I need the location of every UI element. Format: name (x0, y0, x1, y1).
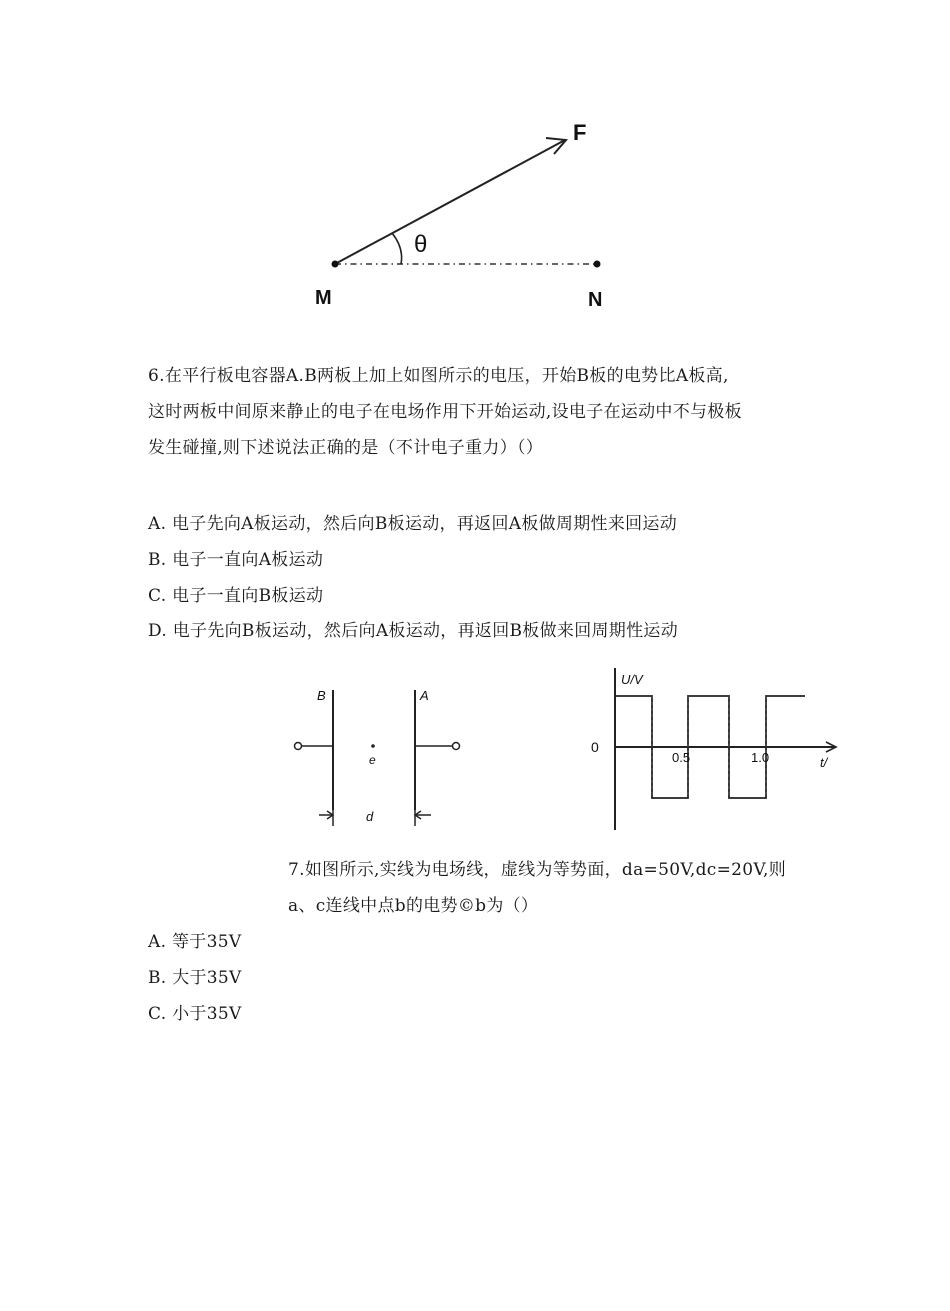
q7-option-c: C. 小于35V (148, 1004, 242, 1024)
origin-label: 0 (591, 739, 599, 755)
q7-option-a: A. 等于35V (148, 932, 242, 952)
x-axis-label: t/ (820, 755, 828, 770)
q7-line-2: a、c连线中点b的电势©b为（） (288, 896, 539, 916)
terminal-b (295, 743, 302, 750)
label-plate-a: A (420, 688, 429, 703)
x-tick-0-5: 0.5 (672, 750, 691, 765)
force-diagram (300, 110, 640, 320)
plates-diagram (285, 680, 475, 830)
q6-option-c: C. 电子一直向B板运动 (148, 586, 324, 606)
label-theta: θ (414, 231, 428, 258)
label-m: M (315, 287, 332, 309)
electron-dot (371, 744, 375, 748)
q6-option-d: D. 电子先向B板运动，然后向A板运动，再返回B板做来回周期性运动 (148, 621, 678, 641)
terminal-a (453, 743, 460, 750)
voltage-graph (585, 660, 845, 835)
q7-option-b: B. 大于35V (148, 968, 242, 988)
force-vector-line (335, 140, 565, 264)
point-m (332, 261, 339, 268)
label-f: F (573, 120, 587, 145)
label-n: N (588, 289, 603, 311)
label-gap-d: d (366, 809, 374, 824)
q6-line-2: 这时两板中间原来静止的电子在电场作用下开始运动,设电子在运动中不与极板 (148, 402, 742, 422)
q6-line-3: 发生碰撞,则下述说法正确的是（不计电子重力）（） (148, 438, 544, 458)
q6-option-b: B. 电子一直向A板运动 (148, 550, 324, 570)
point-n (594, 261, 601, 268)
label-electron: e (369, 753, 376, 767)
label-plate-b: B (317, 688, 326, 703)
angle-arc (392, 233, 402, 264)
q6-line-1: 6.在平行板电容器A.B两板上加上如图所示的电压，开始B板的电势比A板高, (148, 366, 729, 386)
y-axis-label: U/V (621, 672, 643, 687)
q6-option-a: A. 电子先向A板运动，然后向B板运动，再返回A板做周期性来回运动 (148, 514, 678, 534)
x-tick-1-0: 1.0 (751, 750, 770, 765)
force-arrowhead (546, 138, 566, 154)
q7-line-1: 7.如图所示,实线为电场线，虚线为等势面，da=50V,dc=20V,则 (288, 860, 787, 880)
